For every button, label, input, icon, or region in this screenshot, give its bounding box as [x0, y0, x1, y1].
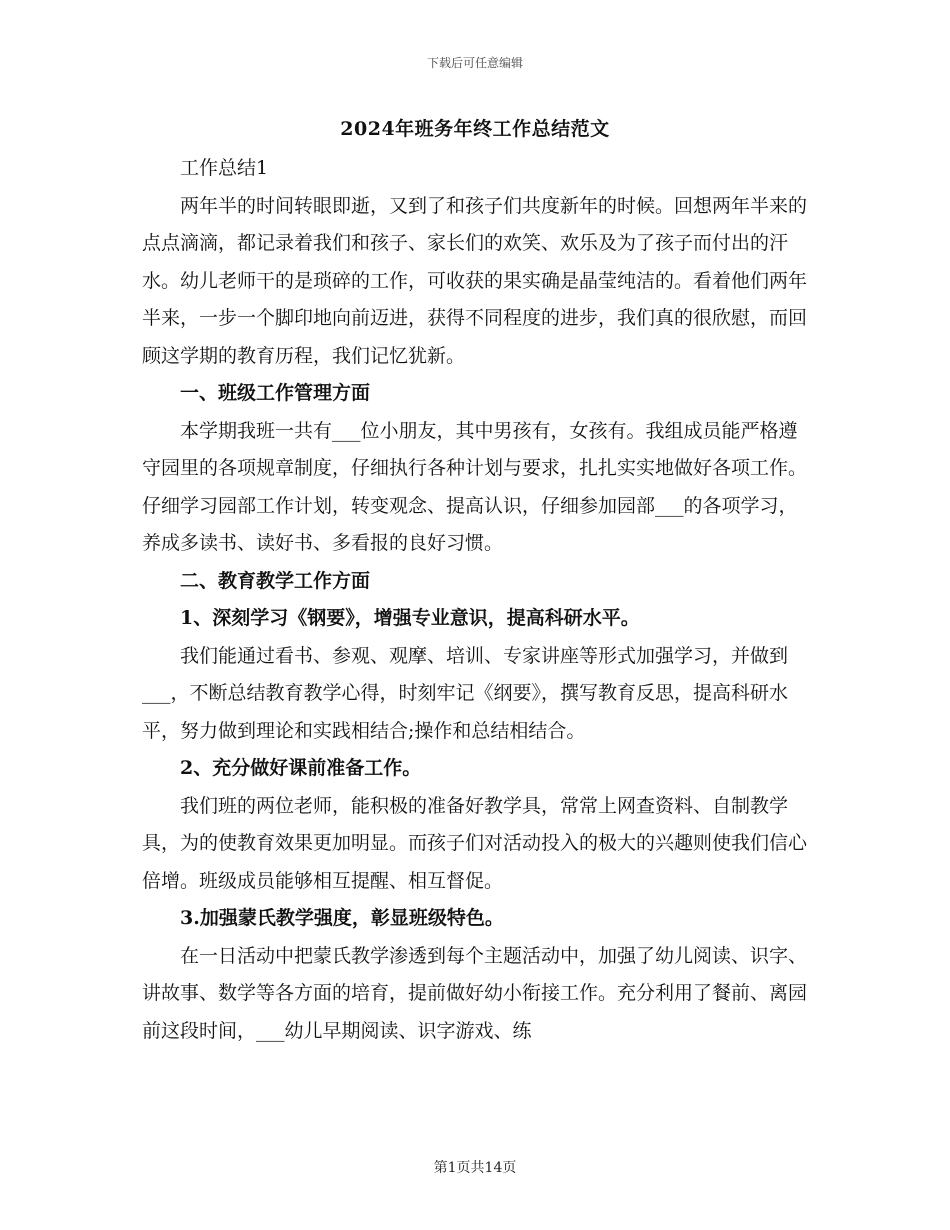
- subheading-2: 2、充分做好课前准备工作。: [180, 757, 422, 779]
- paragraph-preparation: 我们班的两位老师，能积极的准备好教学具，常常上网查资料、自制教学具，为的使教育效果更加明显。而孩子们对活动投入的极大的兴趣则使我们信心倍增。班级成员能够相互提醒、相互督促。: [142, 794, 808, 892]
- document-title: 2024年班务年终工作总结范文: [340, 118, 610, 140]
- document-body: [142, 150, 808, 1050]
- subheading-3: 3.加强蒙氏教学强度，彰显班级特色。: [180, 907, 504, 929]
- header-note: 下载后可任意编辑: [426, 56, 523, 70]
- subheading-1: 1、深刻学习《钢要》，增强专业意识，提高科研水平。: [180, 607, 640, 629]
- paragraph-class-management: 本学期我班一共有___位小朋友，其中男孩有，女孩有。我组成员能严格遵守园里的各项规章制度，仔细执行各种计划与要求，扎扎实实地做好各项工作。仔细学习园部工作计划，转变观念、提高认识，仔细参加园部___的各项学习，养成多读书、读好书、多看报的良好习惯。: [142, 419, 808, 554]
- heading-teaching: 二、教育教学工作方面: [180, 569, 371, 592]
- heading-class-management: 一、班级工作管理方面: [180, 382, 371, 404]
- paragraph-intro: 两年半的时间转眼即逝，又到了和孩子们共度新年的时候。回想两年半来的点点滴滴，都记录着我们和孩子、家长们的欢笑、欢乐及为了孩子而付出的汗水。幼儿老师干的是琐碎的工作，可收获的果实确是晶莹纯洁的。看着他们两年半来，一步一个脚印地向前迈进，获得不同程度的进步，我们真的很欣慰，而回顾这学期的教育历程，我们记忆犹新。: [142, 194, 808, 367]
- page-footer: 第1页共14页: [433, 1160, 517, 1176]
- paragraph-montessori: 在一日活动中把蒙氏教学渗透到每个主题活动中，加强了幼儿阅读、识字、讲故事、数学等各方面的培育，提前做好幼小衔接工作。充分利用了餐前、离园前这段时间，___幼儿早期阅读、识字游戏、练: [142, 944, 808, 1042]
- section-label: 工作总结1: [180, 157, 269, 179]
- paragraph-study: 我们能通过看书、参观、观摩、培训、专家讲座等形式加强学习，并做到___，不断总结教育教学心得，时刻牢记《纲要》，撰写教育反思，提高科研水平，努力做到理论和实践相结合;操作和总结相结合。: [142, 644, 789, 742]
